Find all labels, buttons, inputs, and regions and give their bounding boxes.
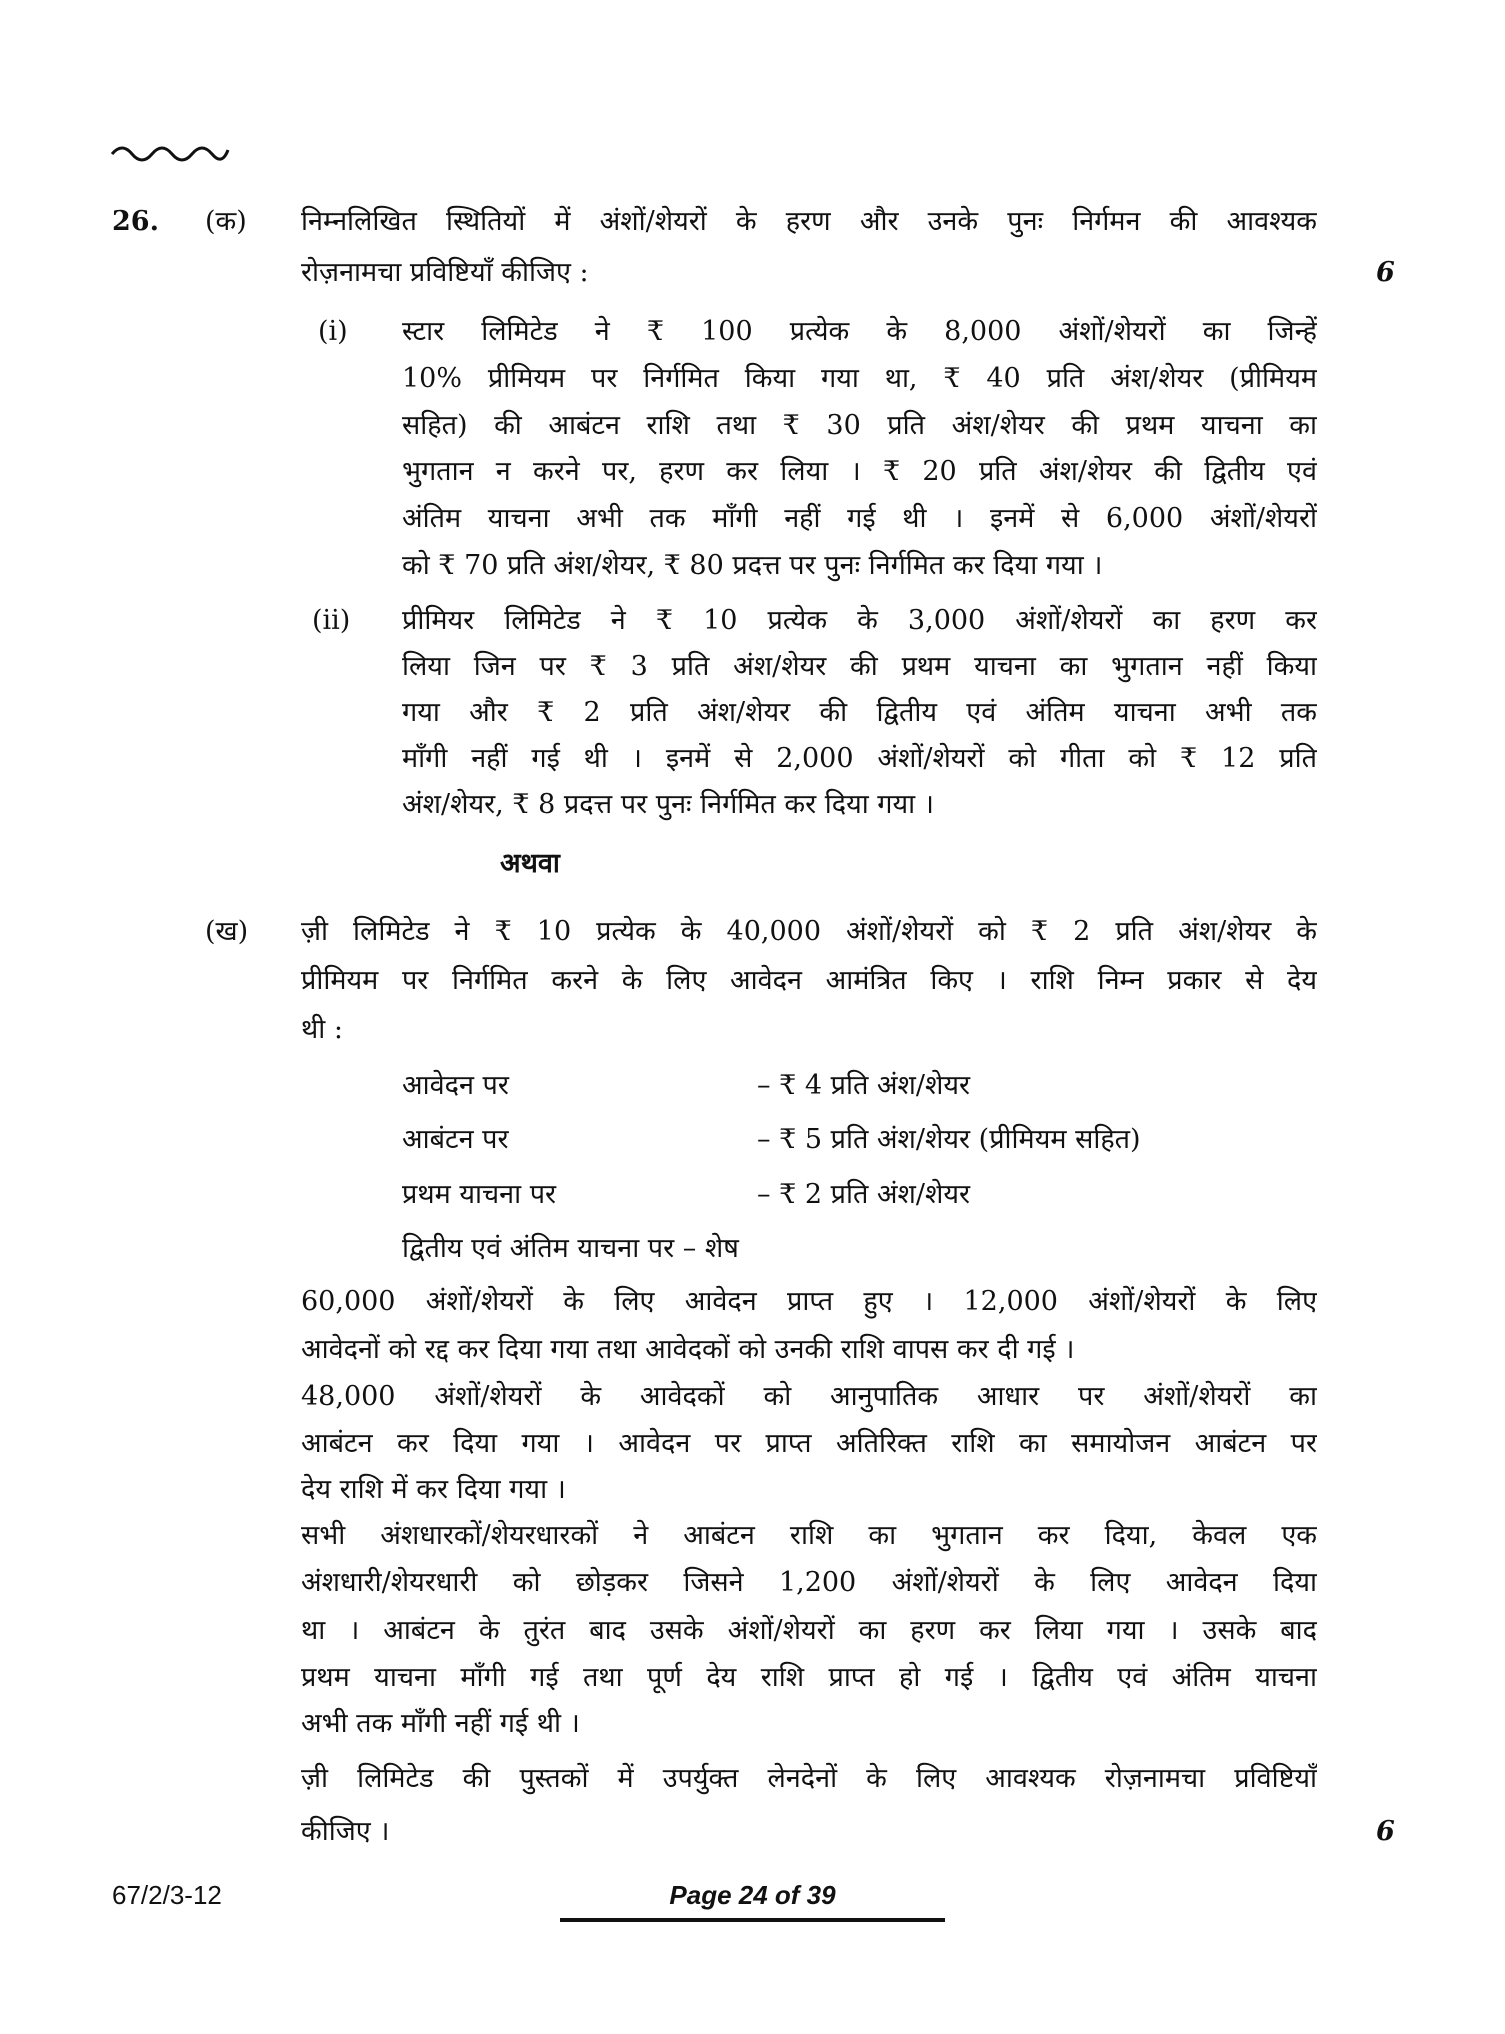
part-a-marks: 6 (1376, 257, 1395, 288)
sub-i-line: 10% प्रीमियम पर निर्गमित किया गया था, ₹ 40 प्रति अंश/शेयर (प्रीमियम (402, 363, 1317, 394)
part-b-body-line: प्रथम याचना माँगी गई तथा पूर्ण देय राशि प्राप्त हो गई । द्वितीय एवं अंतिम याचना (301, 1662, 1317, 1693)
schedule-amount: – ₹ 4 प्रति अंश/शेयर (757, 1070, 971, 1101)
schedule-amount: – ₹ 5 प्रति अंश/शेयर (प्रीमियम सहित) (757, 1124, 1141, 1155)
question-number: 26. (112, 206, 159, 237)
part-b-marks: 6 (1376, 1816, 1395, 1847)
sub-ii-line: लिया जिन पर ₹ 3 प्रति अंश/शेयर की प्रथम याचना का भुगतान नहीं किया (402, 651, 1317, 682)
part-b-body-line: देय राशि में कर दिया गया । (301, 1474, 566, 1505)
part-a-line: निम्नलिखित स्थितियों में अंशों/शेयरों के हरण और उनके पुनः निर्गमन की आवश्यक (301, 206, 1317, 237)
schedule-row (402, 1116, 1141, 1163)
schedule-stage: द्वितीय एवं अंतिम याचना पर (402, 1233, 675, 1264)
part-b-body-line: अंशधारी/शेयरधारी को छोड़कर जिसने 1,200 अंशों/शेयरों के लिए आवेदन दिया (301, 1567, 1317, 1598)
schedule-stage: आवेदन पर (402, 1070, 509, 1101)
sub-i-line: सहित) की आबंटन राशि तथा ₹ 30 प्रति अंश/शेयर की प्रथम याचना का (402, 410, 1317, 441)
part-b-label: (ख) (205, 916, 249, 947)
part-a-label: (क) (205, 206, 247, 237)
part-b-intro-line: ज़ी लिमिटेड ने ₹ 10 प्रत्येक के 40,000 अंशों/शेयरों को ₹ 2 प्रति अंश/शेयर के (301, 916, 1317, 947)
schedule-row (402, 1225, 739, 1272)
part-b-body-line: आवेदनों को रद्द कर दिया गया तथा आवेदकों को उनकी राशि वापस कर दी गई । (301, 1334, 1075, 1365)
schedule-stage: आबंटन पर (402, 1124, 509, 1155)
schedule-row (402, 1062, 970, 1109)
sub-ii-line: प्रीमियर लिमिटेड ने ₹ 10 प्रत्येक के 3,000 अंशों/शेयरों का हरण कर (402, 605, 1317, 636)
part-b-body-line: सभी अंशधारकों/शेयरधारकों ने आबंटन राशि का भुगतान कर दिया, केवल एक (301, 1520, 1317, 1551)
sub-i-line: अंतिम याचना अभी तक माँगी नहीं गई थी । इनमें से 6,000 अंशों/शेयरों (402, 503, 1317, 534)
part-b-body-line: अभी तक माँगी नहीं गई थी । (301, 1708, 580, 1739)
sub-ii-line: माँगी नहीं गई थी । इनमें से 2,000 अंशों/शेयरों को गीता को ₹ 12 प्रति (402, 743, 1317, 774)
schedule-amount: – ₹ 2 प्रति अंश/शेयर (757, 1179, 971, 1210)
page-number: Page 24 of 39 (669, 1880, 836, 1910)
part-b-body-line: कीजिए । (301, 1816, 390, 1847)
part-b-body-line: ज़ी लिमिटेड की पुस्तकों में उपर्युक्त लेनदेनों के लिए आवश्यक रोज़नामचा प्रविष्टियाँ (301, 1763, 1317, 1794)
sub-i-line: स्टार लिमिटेड ने ₹ 100 प्रत्येक के 8,000 अंशों/शेयरों का जिन्हें (402, 316, 1317, 347)
sub-ii-line: अंश/शेयर, ₹ 8 प्रदत्त पर पुनः निर्गमित कर दिया गया । (402, 789, 934, 820)
schedule-row (402, 1171, 970, 1218)
sub-ii-line: गया और ₹ 2 प्रति अंश/शेयर की द्वितीय एवं अंतिम याचना अभी तक (402, 697, 1317, 728)
part-a-line: रोज़नामचा प्रविष्टियाँ कीजिए : (301, 257, 589, 288)
part-b-intro-line: थी : (301, 1014, 343, 1045)
or-separator: अथवा (500, 848, 560, 879)
part-b-body-line: आबंटन कर दिया गया । आवेदन पर प्राप्त अतिरिक्त राशि का समायोजन आबंटन पर (301, 1428, 1317, 1459)
sub-ii-label: (ii) (312, 605, 351, 636)
paper-code: 67/2/3-12 (112, 1880, 222, 1910)
schedule-stage: प्रथम याचना पर (402, 1179, 557, 1210)
part-b-intro-line: प्रीमियम पर निर्गमित करने के लिए आवेदन आमंत्रित किए । राशि निम्न प्रकार से देय (301, 965, 1317, 996)
part-b-body-line: 60,000 अंशों/शेयरों के लिए आवेदन प्राप्त हुए । 12,000 अंशों/शेयरों के लिए (301, 1286, 1317, 1317)
schedule-amount: – शेष (682, 1233, 739, 1264)
part-b-body-line: 48,000 अंशों/शेयरों के आवेदकों को आनुपातिक आधार पर अंशों/शेयरों का (301, 1381, 1317, 1412)
sub-i-line: भुगतान न करने पर, हरण कर लिया । ₹ 20 प्रति अंश/शेयर की द्वितीय एवं (402, 456, 1317, 487)
sub-i-label: (i) (318, 316, 348, 347)
wave-mark-icon (110, 140, 230, 164)
footer-underline (560, 1918, 945, 1922)
part-b-body-line: था । आबंटन के तुरंत बाद उसके अंशों/शेयरों का हरण कर लिया गया । उसके बाद (301, 1615, 1317, 1646)
sub-i-line: को ₹ 70 प्रति अंश/शेयर, ₹ 80 प्रदत्त पर पुनः निर्गमित कर दिया गया । (402, 550, 1103, 581)
